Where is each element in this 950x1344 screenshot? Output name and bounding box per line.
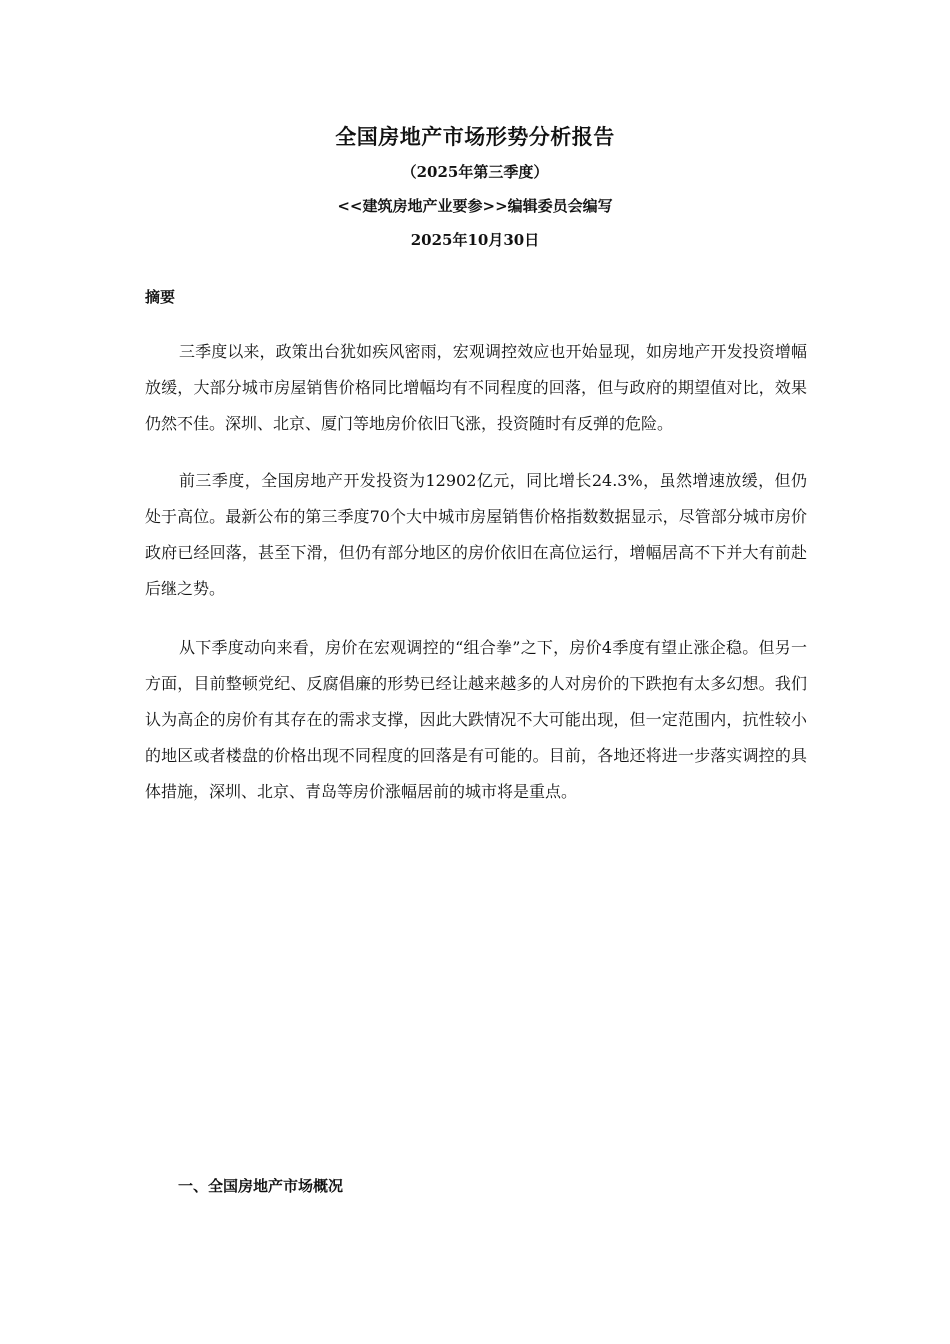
- report-title: 全国房地产市场形势分析报告: [335, 124, 615, 149]
- abstract-paragraph-3: 从下季度动向来看，房价在宏观调控的“组合拳”之下，房价4季度有望止涨企稳。但另一方面，目前整顿党纪、反腐倡廉的形势已经让越来越多的人对房价的下跌抱有太多幻想。我们认为高企的房价有其存在的需求支撑，因此大跌情况不大可能出现，但一定范围内，抗性较小的地区或者楼盘的价格出现不同程度的回落是有可能的。目前，各地还将进一步落实调控的具体措施，深圳、北京、青岛等房价涨幅居前的城市将是重点。: [145, 638, 807, 801]
- report-quarter: （2025年第三季度）: [401, 163, 549, 181]
- abstract-paragraph-1: 三季度以来，政策出台犹如疾风密雨，宏观调控效应也开始显现，如房地产开发投资增幅放缓，大部分城市房屋销售价格同比增幅均有不同程度的回落，但与政府的期望值对比，效果仍然不佳。深圳、北京、厦门等地房价依旧飞涨，投资随时有反弹的危险。: [145, 342, 807, 433]
- abstract-heading: 摘要: [145, 288, 176, 306]
- report-editor: <<建筑房地产业要参>>编辑委员会编写: [337, 197, 613, 215]
- report-date: 2025年10月30日: [410, 231, 540, 249]
- section-heading-1: 一、全国房地产市场概况: [178, 1177, 344, 1195]
- abstract-paragraph-2: 前三季度，全国房地产开发投资为12902亿元，同比增长24.3%，虽然增速放缓，但仍处于高位。最新公布的第三季度70个大中城市房屋销售价格指数数据显示，尽管部分城市房价政府已经回落，甚至下滑，但仍有部分地区的房价依旧在高位运行，增幅居高不下并大有前赴后继之势。: [145, 471, 807, 598]
